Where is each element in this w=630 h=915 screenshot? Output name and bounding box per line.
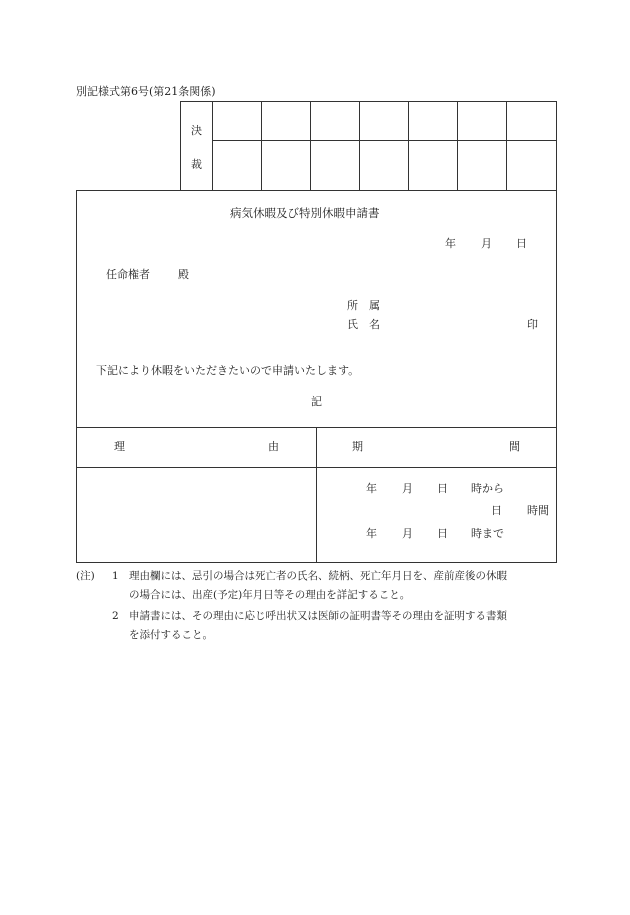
request-text: 下記により休暇をいただきたいので申請いたします。 <box>96 364 360 377</box>
period-to-day: 日 <box>437 527 448 540</box>
reason-header-left: 理 <box>114 440 125 453</box>
notes-prefix: (注) <box>76 570 95 582</box>
approval-label-bottom: 裁 <box>191 158 202 171</box>
period-total-day: 日 <box>491 504 502 517</box>
honorific: 殿 <box>178 268 189 281</box>
note-line: を添付すること。 <box>129 629 213 641</box>
approval-label-top: 決 <box>191 124 202 137</box>
period-to-year: 年 <box>366 527 377 540</box>
note-line: 理由欄には、忌引の場合は死亡者の氏名、続柄、死亡年月日を、産前産後の休暇 <box>129 570 507 582</box>
name-label: 氏 名 <box>347 318 380 331</box>
note-number: 2 <box>112 610 119 622</box>
period-total-hours: 時間 <box>527 504 549 517</box>
period-to-month: 月 <box>402 527 413 540</box>
period-from-month: 月 <box>402 482 413 495</box>
date-month-label: 月 <box>481 237 492 250</box>
table-divider <box>316 427 317 563</box>
addressee-label: 任命権者 <box>106 268 150 281</box>
period-from-year: 年 <box>366 482 377 495</box>
seal-mark: 印 <box>527 318 538 331</box>
approval-grid <box>180 101 557 191</box>
date-year-label: 年 <box>445 237 456 250</box>
period-from-day: 日 <box>437 482 448 495</box>
form-number: 別記様式第6号(第21条関係) <box>76 85 216 98</box>
note-line: 申請書には、その理由に応じ呼出状又は医師の証明書等その理由を証明する書類 <box>129 610 507 622</box>
approval-grid-vline <box>408 101 409 191</box>
ki-label: 記 <box>311 395 322 408</box>
note-line: の場合には、出産(予定)年月日等その理由を詳記すること。 <box>129 589 411 601</box>
note-number: 1 <box>112 570 119 582</box>
approval-grid-vline <box>457 101 458 191</box>
approval-grid-vline <box>359 101 360 191</box>
approval-grid-vline <box>261 101 262 191</box>
form-title: 病気休暇及び特別休暇申請書 <box>230 206 380 220</box>
reason-header-right: 由 <box>268 440 279 453</box>
period-header-right: 間 <box>509 440 520 453</box>
approval-grid-vline <box>310 101 311 191</box>
approval-grid-vline <box>212 101 213 191</box>
period-from-suffix: 時から <box>471 482 504 495</box>
date-day-label: 日 <box>516 237 527 250</box>
affiliation-label: 所 属 <box>347 299 380 312</box>
approval-grid-vline <box>506 101 507 191</box>
period-to-suffix: 時まで <box>471 527 504 540</box>
period-header-left: 期 <box>352 440 363 453</box>
